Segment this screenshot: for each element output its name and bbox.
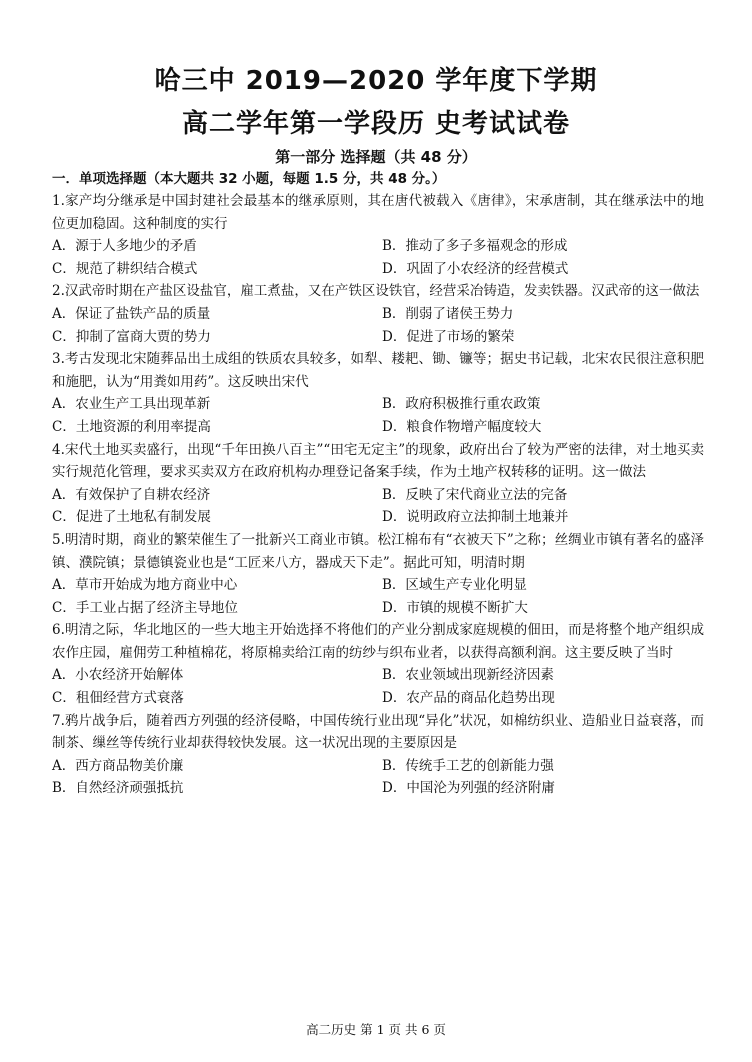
option-a: A．草市开始成为地方商业中心: [52, 577, 238, 594]
option-b: B．政府积极推行重农政策: [382, 396, 541, 413]
option-a: A．有效保护了自耕农经济: [52, 486, 211, 503]
option-d: D．说明政府立法抑制土地兼并: [382, 509, 569, 526]
question-2: [52, 280, 704, 348]
option-b: B．区域生产专业化明显: [382, 577, 527, 594]
question-stem: 5.明清时期，商业的繁荣催生了一批新兴工商业市镇。松江棉布有“衣被天下”之称；丝绸业市镇有著名的盛泽镇、濮院镇；景德镇瓷业也是“工匠来八方，器成天下走”。据此可知，明清时期: [52, 531, 704, 571]
question-7: [52, 710, 704, 800]
question-3: [52, 348, 704, 438]
exam-title-line1: 哈三中 2019—2020 学年度下学期: [154, 66, 598, 96]
question-stem: 3.考古发现北宋随葬品出土成组的铁质农具较多，如犁、耧耙、锄、镰等；据史书记载，北宋农民很注意积肥和施肥，认为“用粪如用药”。这反映出宋代: [52, 351, 704, 390]
option-b: B．农业领域出现新经济因素: [382, 667, 554, 684]
option-c: C．抑制了富商大贾的势力: [52, 328, 211, 345]
page-footer: 高二历史 第 1 页 共 6 页: [306, 1022, 446, 1037]
option-c: C．手工业占据了经济主导地位: [52, 599, 238, 616]
option-c: C．土地资源的利用率提高: [52, 418, 211, 435]
option-d: D．市镇的规模不断扩大: [382, 599, 528, 616]
option-c: C．规范了耕织结合模式: [52, 260, 198, 277]
option-a: A．源于人多地少的矛盾: [52, 238, 197, 255]
option-b: B．传统手工艺的创新能力强: [382, 757, 554, 774]
option-a: A．农业生产工具出现革新: [52, 396, 211, 413]
option-c: C．促进了土地私有制发展: [52, 509, 211, 526]
question-stem: 6.明清之际，华北地区的一些大地主开始选择不将他们的产业分割成家庭规模的佃田，而是将整个地产组织成农作庄园，雇佣劳工种植棉花，将原棉卖给江南的纺纱与织布业者，以获得高额利润。这主要反映了当时: [52, 622, 704, 661]
question-6: [52, 619, 704, 709]
question-stem: 1.家产均分继承是中国封建社会最基本的继承原则，其在唐代被载入《唐律》，宋承唐制，其在继承法中的地位更加稳固。这种制度的实行: [52, 193, 704, 232]
option-d: D．巩固了小农经济的经营模式: [382, 260, 569, 277]
exam-title-line2: 高二学年第一学段历 史考试试卷: [181, 109, 571, 139]
option-a: A．小农经济开始解体: [52, 667, 184, 684]
option-b: B．推动了多子多福观念的形成: [382, 238, 568, 255]
part-title: 第一部分 选择题（共 48 分）: [275, 148, 477, 166]
option-d: D．中国沦为列强的经济附庸: [382, 780, 555, 797]
question-stem: 4.宋代土地买卖盛行，出现“千年田换八百主”“田宅无定主”的现象，政府出台了较为严密的法律，对土地买卖实行规范化管理，要求买卖双方在政府机构办理登记备案手续，作为土地产权转移的证明。这一做法: [52, 441, 704, 481]
question-stem: 2.汉武帝时期在产盐区设盐官，雇工煮盐，又在产铁区设铁官，经营采冶铸造，发卖铁器。汉武帝的这一做法: [52, 283, 700, 300]
option-d: D．促进了市场的繁荣: [382, 328, 515, 345]
option-c: C．租佃经营方式衰落: [52, 690, 184, 707]
questions-area: [52, 168, 704, 800]
question-1: [52, 190, 704, 280]
option-b: B．反映了宋代商业立法的完备: [382, 486, 568, 503]
question-5: [52, 529, 704, 619]
option-b: B．削弱了诸侯王势力: [382, 305, 514, 322]
option-a: A．西方商品物美价廉: [52, 757, 184, 774]
option-c: B．自然经济顽强抵抗: [52, 780, 184, 797]
section-title: 一．单项选择题（本大题共 32 小题，每题 1.5 分，共 48 分。）: [52, 171, 446, 187]
option-d: D．粮食作物增产幅度较大: [382, 418, 542, 435]
question-4: [52, 439, 704, 529]
option-a: A．保证了盐铁产品的质量: [52, 305, 211, 322]
question-stem: 7.鸦片战争后，随着西方列强的经济侵略，中国传统行业出现“异化”状况，如棉纺织业、造船业日益衰落，而制茶、缫丝等传统行业却获得较快发展。这一状况出现的主要原因是: [52, 712, 704, 752]
option-d: D．农产品的商品化趋势出现: [382, 690, 555, 707]
